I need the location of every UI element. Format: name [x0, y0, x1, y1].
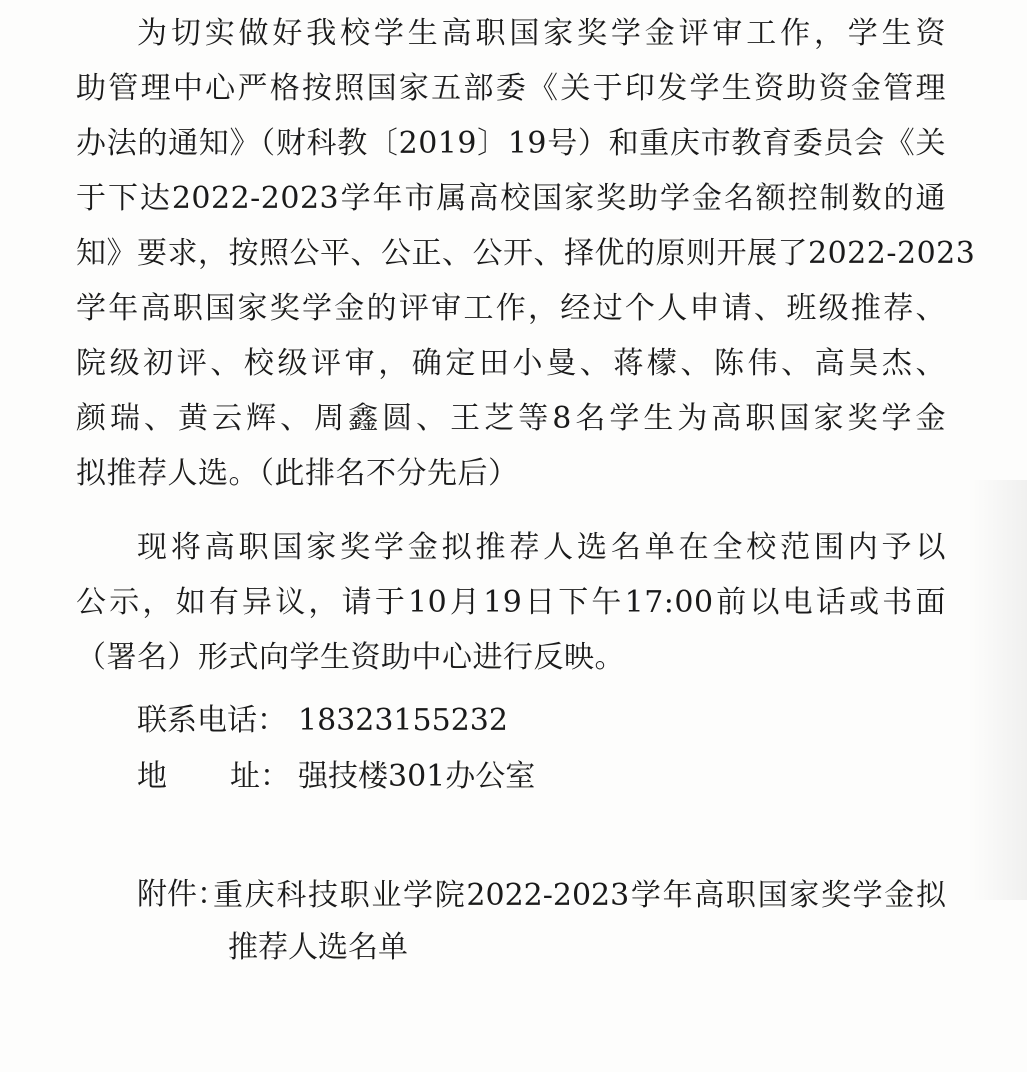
address-value: 强技楼301办公室	[298, 759, 536, 794]
paragraph-line: 助管理中心严格按照国家五部委《关于印发学生资助资金管理	[76, 71, 946, 106]
paragraph-line: 办法的通知》（财科教〔2019〕19号）和重庆市教育委员会《关	[76, 126, 946, 161]
paragraph-line: 院级初评、校级评审，确定田小曼、蒋檬、陈伟、高昊杰、	[76, 346, 946, 381]
phone-value: 18323155232	[298, 703, 508, 738]
address-label-part1: 地	[137, 759, 167, 794]
paragraph-line: 于下达2022-2023学年市属高校国家奖助学金名额控制数的通	[76, 181, 946, 216]
phone-label: 联系电话：	[137, 703, 287, 738]
attachment-title-line: 推荐人选名单	[228, 930, 408, 965]
scan-shadow	[967, 480, 1027, 900]
paragraph-line: 颜瑞、黄云辉、周鑫圆、王芝等8名学生为高职国家奖学金	[76, 401, 946, 436]
attachment-title-line: 重庆科技职业学院2022-2023学年高职国家奖学金拟	[213, 878, 946, 913]
attachment-label: 附件：	[137, 877, 227, 912]
paragraph-line: 公示，如有异议，请于10月19日下午17:00前以电话或书面	[76, 585, 946, 620]
paragraph-line: 拟推荐人选。（此排名不分先后）	[76, 456, 519, 491]
paragraph-line: 现将高职国家奖学金拟推荐人选名单在全校范围内予以	[137, 530, 946, 565]
paragraph-line: 学年高职国家奖学金的评审工作，经过个人申请、班级推荐、	[76, 291, 946, 326]
paragraph-line: （署名）形式向学生资助中心进行反映。	[76, 640, 625, 675]
paragraph-line: 为切实做好我校学生高职国家奖学金评审工作，学生资	[137, 16, 946, 51]
address-label-part2: 址：	[230, 759, 290, 794]
paragraph-line: 知》要求，按照公平、公正、公开、择优的原则开展了2022-2023	[76, 236, 976, 271]
